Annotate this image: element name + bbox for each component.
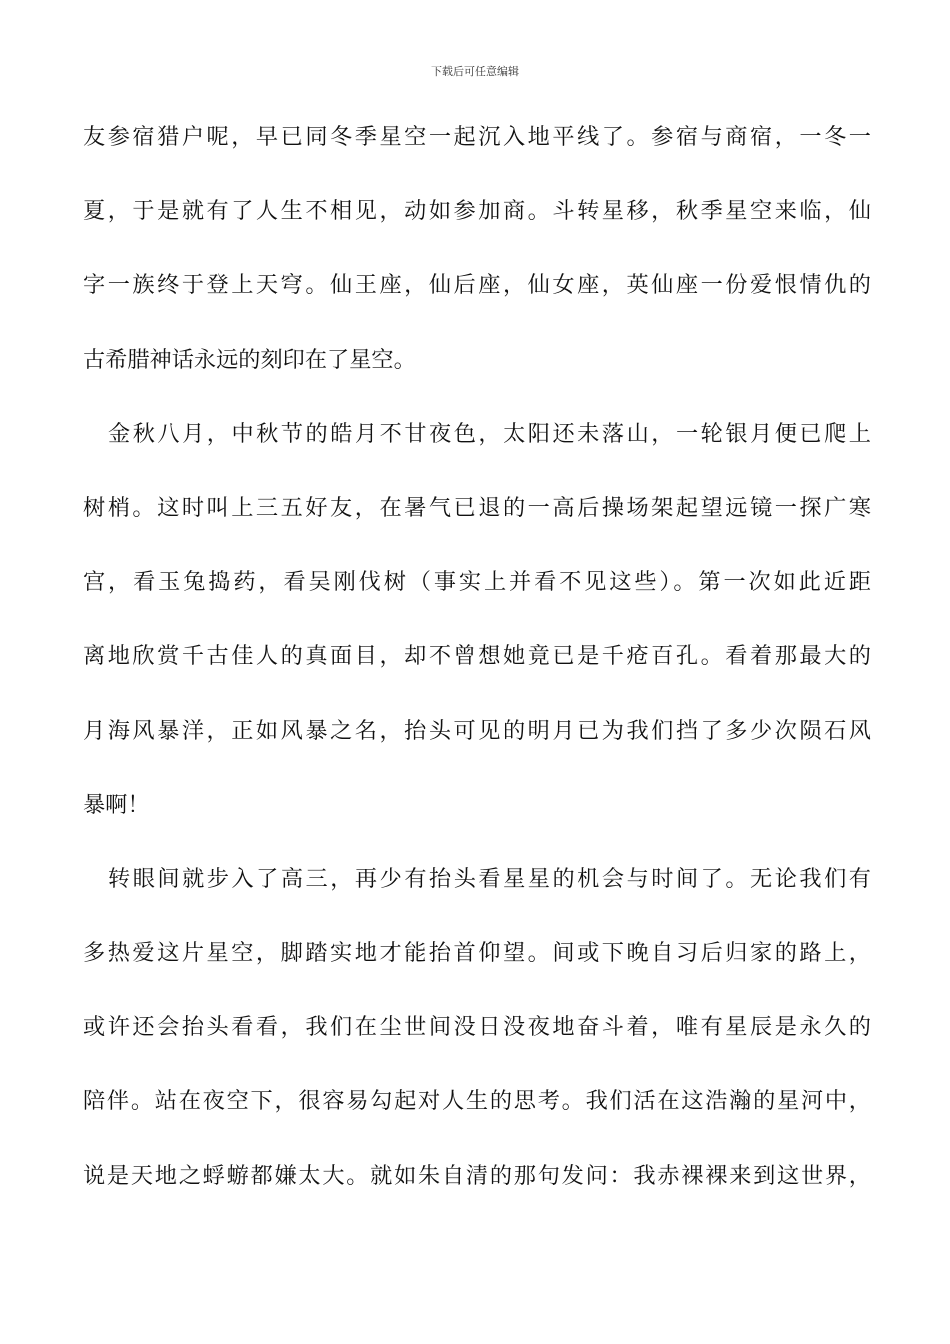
text-line: 夏，于是就有了人生不相见，动如参加商。斗转星移，秋季星空来临，仙: [83, 198, 871, 225]
text-line: 宫，看玉兔捣药，看吴刚伐树（事实上并看不见这些）。第一次如此近距: [83, 569, 871, 596]
text-line: 说是天地之蜉蝣都嫌太大。就如朱自清的那句发问：我赤裸裸来到这世界，: [83, 1162, 871, 1189]
paragraph: [83, 397, 871, 842]
text-line: 月海风暴洋，正如风暴之名，抬头可见的明月已为我们挡了多少次陨石风: [83, 717, 871, 744]
text-line: 陪伴。站在夜空下，很容易勾起对人生的思考。我们活在这浩瀚的星河中，: [83, 1088, 871, 1115]
text-line: 树梢。这时叫上三五好友，在暑气已退的一高后操场架起望远镜一探广寒: [83, 494, 871, 521]
text-line: 暴啊！: [83, 791, 150, 818]
text-line: 字一族终于登上天穹。仙王座，仙后座，仙女座，英仙座一份爱恨情仇的: [83, 272, 871, 299]
text-line: 金秋八月，中秋节的皓月不甘夜色，太阳还未落山，一轮银月便已爬上: [108, 420, 871, 447]
text-line: 或许还会抬头看看，我们在尘世间没日没夜地奋斗着，唯有星辰是永久的: [83, 1014, 871, 1041]
text-line: 转眼间就步入了高三，再少有抬头看星星的机会与时间了。无论我们有: [108, 865, 871, 892]
text-line: 古希腊神话永远的刻印在了星空。: [83, 346, 416, 373]
paragraph: [83, 100, 871, 397]
paragraph: [83, 842, 871, 1213]
document-body: [83, 100, 871, 1213]
text-line: 友参宿猎户呢，早已同冬季星空一起沉入地平线了。参宿与商宿，一冬一: [83, 124, 871, 150]
page-header: 下载后可任意编辑: [431, 65, 519, 78]
text-line: 离地欣赏千古佳人的真面目，却不曾想她竟已是千疮百孔。看着那最大的: [83, 643, 871, 670]
text-line: 多热爱这片星空，脚踏实地才能抬首仰望。间或下晚自习后归家的路上，: [83, 940, 871, 967]
